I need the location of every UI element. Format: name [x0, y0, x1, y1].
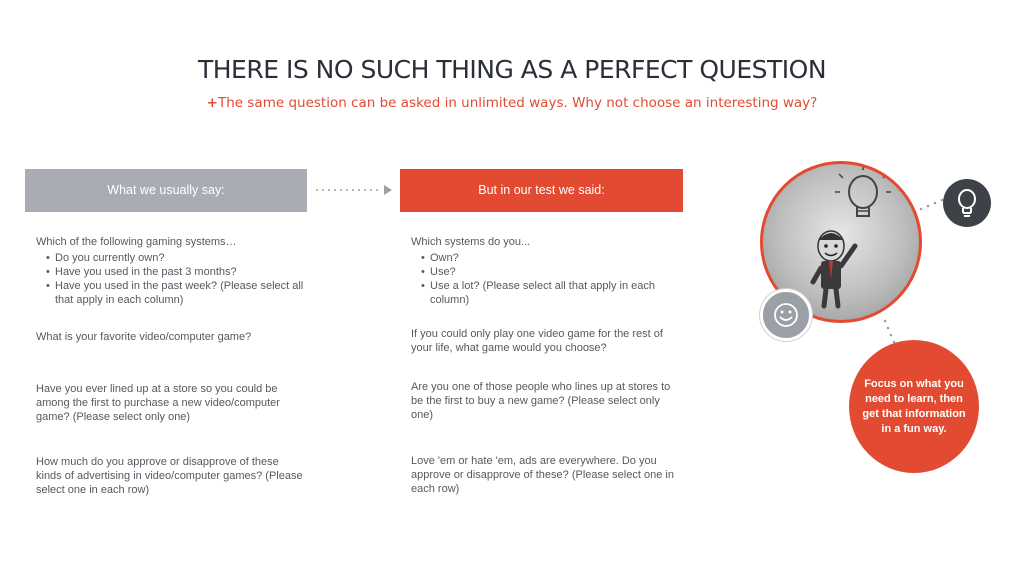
dotted-connector — [918, 196, 946, 212]
right-question-1-text: Which systems do you... — [411, 236, 531, 248]
left-question-2: What is your favorite video/computer game? — [36, 331, 252, 343]
left-question-1-bullets — [36, 251, 306, 307]
right-question-2: If you could only play one video game for the rest of your life, what game would you choose? — [411, 328, 663, 354]
list-item: • Do you currently own? — [46, 251, 306, 265]
subtitle-text: The same question can be asked in unlimited ways. Why not choose an interesting way? — [217, 95, 818, 111]
list-item: • Own? — [421, 251, 679, 265]
list-item: • Use? — [421, 265, 679, 279]
list-item: • Have you used in the past week? (Please select all that apply in each column) — [46, 279, 306, 307]
left-question-1 — [36, 235, 306, 307]
callout-circle — [849, 340, 979, 473]
left-question-1-text: Which of the following gaming systems… — [36, 236, 237, 248]
list-item: • Have you used in the past 3 months? — [46, 265, 306, 279]
dotted-connector — [880, 318, 900, 344]
smiley-glyph — [763, 292, 809, 338]
page-subtitle — [0, 95, 1024, 111]
page-title: THERE IS NO SUCH THING AS A PERFECT QUESTION — [197, 55, 827, 84]
right-question-4: Love 'em or hate 'em, ads are everywhere. Do you approve or disapprove of these? (Please select one in each row) — [411, 455, 674, 495]
lightbulb-icon — [943, 179, 991, 227]
smiley-icon — [760, 289, 812, 341]
subtitle-plus: + — [206, 95, 218, 111]
left-question-4: How much do you approve or disapprove of these kinds of advertising in video/computer games? (Please select one in each row) — [36, 456, 303, 496]
right-question-1-bullets — [411, 251, 679, 307]
dotted-arrow-icon — [314, 183, 394, 197]
lightbulb-glyph — [943, 179, 991, 227]
right-question-1 — [411, 235, 679, 307]
right-question-3: Are you one of those people who lines up at stores to be the first to buy a new game? (Please select only one) — [411, 381, 671, 421]
right-column-header: But in our test we said: — [400, 169, 683, 212]
left-column-header: What we usually say: — [25, 169, 307, 212]
callout-text: Focus on what you need to learn, then get that information in a fun way. — [862, 377, 966, 435]
list-item: • Use a lot? (Please select all that apply in each column) — [421, 279, 679, 307]
left-question-3: Have you ever lined up at a store so you could be among the first to purchase a new video/computer game? (Please select only one) — [36, 383, 280, 423]
